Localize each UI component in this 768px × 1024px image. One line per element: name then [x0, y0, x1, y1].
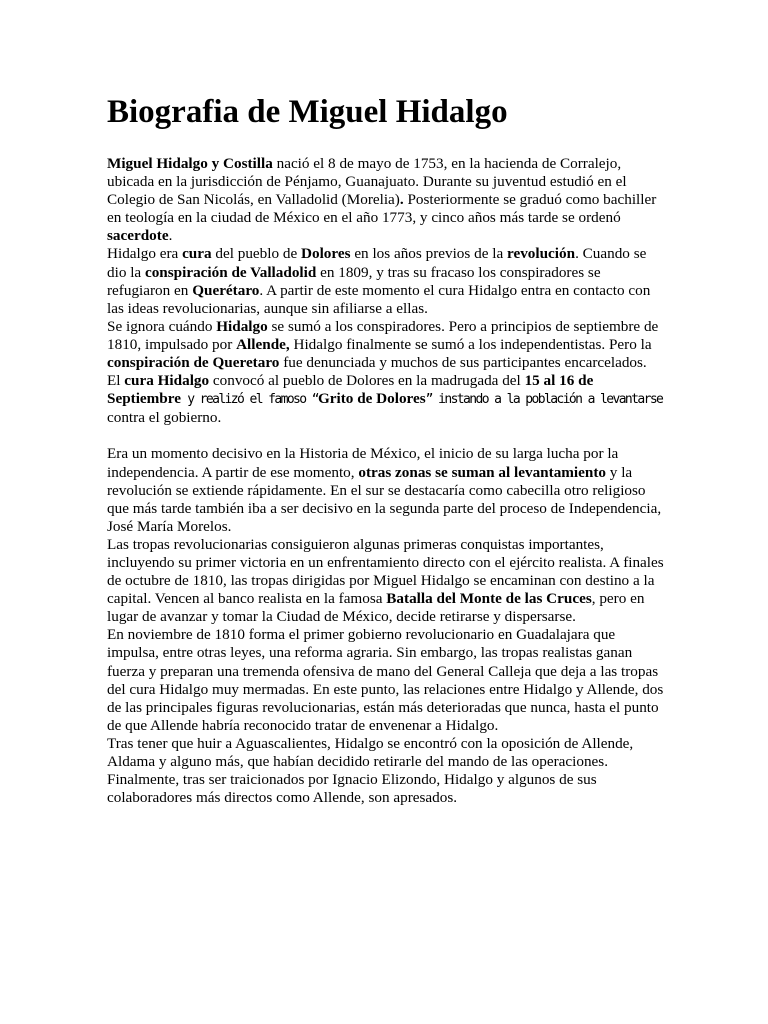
paragraph-conquests: [107, 536, 667, 626]
bold-term: Grito de Dolores: [317, 390, 426, 408]
text-run: nació el 8 de mayo de 1753, en la hacienda de Corralejo, ubicada en la jurisdicción de Pénjamo, Guanajuato. Durante su juventud estudió en el Colegio de San Nicolás, en Valladolid (Morelia): [107, 155, 627, 209]
text-run: Se ignora cuándo: [107, 317, 217, 335]
text-run: y la revolución se extiende rápidamente. En el sur se destacaría como cabecilla otro religioso que más tarde también iba a ser decisivo en la segunda parte del proceso de Independencia, José María Morelos.: [107, 463, 662, 535]
text-run: En noviembre de 1810 forma el primer gobierno revolucionario en Guadalajara que impulsa, entre otras leyes, una reforma agraria. Sin embargo, las tropas realistas ganan fuerza y preparan una tremenda ofensiva de mano del General Calleja que deja a las tropas del cura Hidalgo muy mermadas. En este punto, las relaciones entre Hidalgo y Allende, dos de las principales figuras revolucionarias, están más deterioradas que nunca, hasta el punto de que Allende habría reconocido tratar de envenenar a Hidalgo.: [107, 626, 664, 734]
bold-term: Allende,: [236, 335, 290, 353]
paragraph-grito: [107, 372, 667, 427]
text-run: . Cuando se dio la: [107, 245, 647, 281]
text-run: .: [168, 227, 173, 245]
mono-text-run: ” instando a la población a levantarse: [425, 392, 663, 408]
text-run: fue denunciada y muchos de sus participantes encarcelados.: [279, 354, 647, 372]
document-page: [107, 90, 667, 807]
text-run: convocó al pueblo de Dolores en la madrugada del: [209, 372, 525, 390]
paragraph-dolores: [107, 245, 667, 317]
bold-term: Querétaro: [192, 281, 260, 299]
text-run: , pero en lugar de avanzar y tomar la Ciudad de México, decide retirarse y dispersarse.: [107, 590, 645, 626]
text-run: en los años previos de la: [350, 245, 507, 263]
text-run: Las tropas revolucionarias consiguieron algunas primeras conquistas importantes, incluyendo su primer victoria en un enfrentamiento directo con el ejército realista. A finales de octubre de 1810, las tropas dirigidas por Miguel Hidalgo se encaminan con destino a la capital. Vencen al banco realista en la famosa: [107, 535, 664, 608]
bold-term: conspiración de Queretaro: [107, 354, 280, 372]
text-run: Hidalgo finalmente se sumó a los independentistas. Pero la: [289, 335, 652, 353]
bold-term: conspiración de Valladolid: [144, 263, 317, 281]
bold-term: Batalla del Monte de las Cruces: [386, 590, 592, 608]
paragraph-birth: [107, 155, 667, 245]
text-run: en 1809, y tras su fracaso los conspiradores se refugiaron en: [107, 263, 601, 299]
text-run: . A partir de este momento el cura Hidalgo entra en contacto con las ideas revolucionarias, aunque sin afiliarse a ellas.: [107, 281, 651, 317]
page-title: Biografia de Miguel Hidalgo: [107, 94, 508, 130]
paragraph-gap: [107, 427, 667, 445]
bold-term: sacerdote: [107, 227, 169, 245]
text-run: Posteriormente se graduó como bachiller en teología en la ciudad de México en el año 1773, y cinco años más tarde se ordenó: [107, 191, 657, 227]
paragraph-capture: [107, 735, 667, 807]
mono-text-run: y realizó el famoso “: [180, 392, 318, 408]
bold-term: 15 al 16 de Septiembre: [107, 372, 594, 408]
bold-term: otras zonas se suman al levantamiento: [358, 463, 606, 481]
bold-term: cura Hidalgo: [124, 372, 210, 390]
text-run: se sumó a los conspiradores. Pero a principios de septiembre de 1810, impulsado por: [107, 317, 659, 353]
bold-term: Dolores: [301, 245, 351, 263]
text-run: contra el gobierno.: [107, 409, 222, 427]
text-run: Tras tener que huir a Aguascalientes, Hidalgo se encontró con la oposición de Allende, Aldama y alguno más, que habían decidido retirarle del mando de las operaciones. Finalmente, tras ser traicionados por Ignacio Elizondo, Hidalgo y algunos de sus colaboradores más directos como Allende, son apresados.: [107, 734, 634, 807]
paragraph-uprising: [107, 445, 667, 535]
text-run: Hidalgo era: [107, 245, 183, 263]
bold-term: Hidalgo: [216, 317, 268, 335]
bold-term: cura: [182, 245, 212, 263]
paragraph-conspiracy: [107, 318, 667, 372]
text-run: El: [107, 372, 125, 390]
text-run: Era un momento decisivo en la Historia de México, el inicio de su larga lucha por la independencia. A partir de ese momento,: [107, 445, 619, 481]
bold-name: Miguel Hidalgo y Costilla: [107, 155, 273, 172]
bold-period: .: [399, 191, 404, 209]
paragraph-government: [107, 626, 667, 735]
bold-term: revolución: [507, 245, 576, 263]
text-run: del pueblo de: [211, 245, 302, 263]
